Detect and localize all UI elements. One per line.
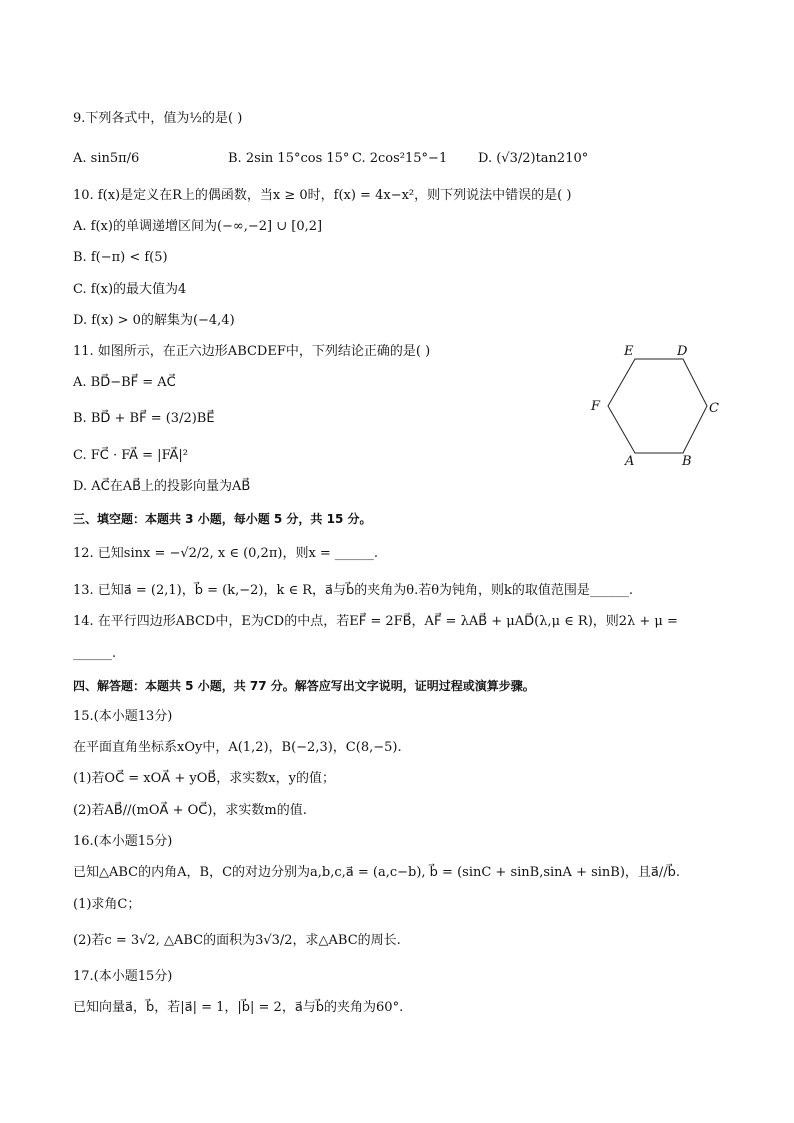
q15-stem: 在平面直角坐标系xOy中，A(1,2)，B(−2,3)，C(8,−5). <box>73 740 402 755</box>
q11-option-d: D. AC⃗在AB⃗上的投影向量为AB⃗ <box>73 479 251 494</box>
hexagon-label-e: E <box>624 344 634 359</box>
q14-stem-line1: 14. 在平行四边形ABCD中，E为CD的中点，若EF⃗ = 2FB⃗，AF⃗ = λAB⃗ + μAD⃗(λ,μ ∈ R)，则2λ + μ = <box>73 614 678 629</box>
q10-option-d: D. f(x) > 0的解集为(−4,4) <box>73 313 235 328</box>
q12-stem: 12. 已知sinx = −√2/2, x ∈ (0,2π)，则x = ______. <box>73 546 379 561</box>
q9-option-c: C. 2cos²15°−1 <box>352 151 448 166</box>
q10-option-b: B. f(−π) < f(5) <box>73 250 168 265</box>
q17-header: 17.(本小题15分) <box>73 969 173 984</box>
q16-header: 16.(本小题15分) <box>73 834 173 849</box>
section-3-heading: 三、填空题：本题共 3 小题，每小题 5 分，共 15 分。 <box>73 512 372 526</box>
q11-option-a: A. BD⃗−BF⃗ = AC⃗ <box>73 375 176 390</box>
q9-stem: 9.下列各式中，值为½的是( ) <box>73 111 243 126</box>
q9-option-b: B. 2sin 15°cos 15° <box>228 151 350 166</box>
q10-option-c: C. f(x)的最大值为4 <box>73 282 187 297</box>
q10-option-a: A. f(x)的单调递增区间为(−∞,−2] ∪ [0,2] <box>73 219 323 234</box>
q9-option-a: A. sin5π/6 <box>73 151 140 166</box>
q17-stem: 已知向量a⃗，b⃗，若|a⃗| = 1，|b⃗| = 2，a⃗与b⃗的夹角为60°. <box>73 1000 404 1015</box>
hexagon-figure <box>585 340 725 475</box>
q11-option-c: C. FC⃗ · FA⃗ = |FA⃗|² <box>73 448 188 463</box>
q16-part-1: (1)求角C； <box>73 897 141 912</box>
q14-stem-line2: ______. <box>73 646 117 661</box>
q15-part-2: (2)若AB⃗//(mOA⃗ + OC⃗)，求实数m的值. <box>73 803 307 818</box>
q10-stem: 10. f(x)是定义在R上的偶函数，当x ≥ 0时，f(x) = 4x−x²，则下列说法中错误的是( ) <box>73 188 572 203</box>
hexagon-label-a: A <box>625 454 635 469</box>
hexagon-label-b: B <box>682 454 692 469</box>
hexagon-label-f: F <box>591 399 601 414</box>
q15-part-1: (1)若OC⃗ = xOA⃗ + yOB⃗，求实数x，y的值； <box>73 771 335 786</box>
section-4-heading: 四、解答题：本题共 5 小题，共 77 分。解答应写出文字说明，证明过程或演算步骤。 <box>73 679 535 693</box>
q11-option-b: B. BD⃗ + BF⃗ = (3/2)BE⃗ <box>73 411 215 426</box>
q16-stem: 已知△ABC的内角A，B，C的对边分别为a,b,c,a⃗ = (a,c−b), b⃗ = (sinC + sinB,sinA + sinB)，且a⃗//b⃗. <box>73 865 681 880</box>
hexagon-shape <box>608 359 707 453</box>
q11-stem: 11. 如图所示，在正六边形ABCDEF中，下列结论正确的是( ) <box>73 344 431 359</box>
q16-part-2: (2)若c = 3√2, △ABC的面积为3√3/2，求△ABC的周长. <box>73 933 401 948</box>
hexagon-label-c: C <box>709 401 719 416</box>
q15-header: 15.(本小题13分) <box>73 709 173 724</box>
q9-option-d: D. (√3/2)tan210° <box>478 151 589 166</box>
q13-stem: 13. 已知a⃗ = (2,1)，b⃗ = (k,−2)，k ∈ R，a⃗与b⃗的夹角为θ.若θ为钝角，则k的取值范围是______. <box>73 583 634 598</box>
hexagon-label-d: D <box>677 344 688 359</box>
